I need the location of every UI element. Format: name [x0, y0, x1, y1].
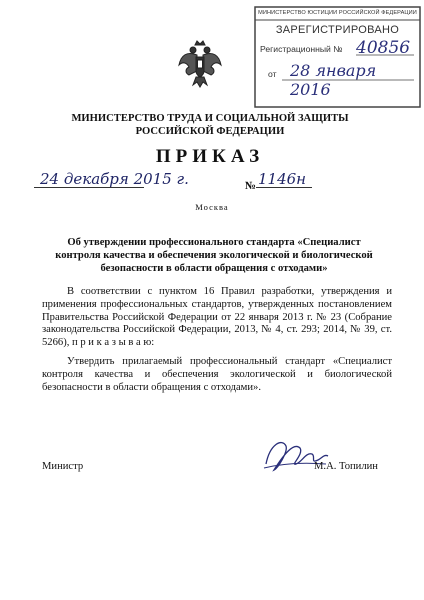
order-number: 1146н [258, 170, 307, 188]
stamp-ministry-name: МИНИСТЕРСТВО ЮСТИЦИИ РОССИЙСКОЙ ФЕДЕРАЦИИ [258, 10, 417, 16]
signer-post: Министр [42, 461, 84, 472]
ministry-title: МИНИСТЕРСТВО ТРУДА И СОЦИАЛЬНОЙ ЗАЩИТЫ РОССИЙСКОЙ ФЕДЕРАЦИИ [71, 113, 349, 137]
city: Москва [195, 202, 229, 212]
stamp-registered-label: ЗАРЕГИСТРИРОВАНО [275, 24, 400, 36]
order-number-label: № [245, 180, 257, 192]
registration-stamp [254, 6, 421, 109]
stamp-date: 28 января 2016 [290, 61, 377, 99]
stamp-date-prefix: от [268, 69, 277, 79]
body-paragraph-1: В соответствии с пунктом 16 Правил разработки, утверждения и применения профессиональных стандартов, утвержденных постановлением Правительства Российской Федерации от 22 января 2013 г. № 23 (Собрание законодательства Российской Федерации, 2013, № 4, ст. 293; 2014, № 39, ст. 5266), п р и к а з ы в а ю: [42, 286, 392, 349]
stamp-reg-number: 40856 [356, 38, 411, 58]
signer-name: М.А. Топилин [314, 461, 378, 472]
stamp-reg-number-label: Регистрационный № [260, 44, 343, 54]
coat-of-arms-emblem [177, 39, 223, 91]
order-subject: Об утверждении профессионального стандарта «Специалист контроля качества и обеспечения экологической и биологической безопасности в области обращения с отходами» [55, 237, 373, 274]
document-type-title: ПРИКАЗ [155, 146, 265, 167]
body-paragraph-2: Утвердить прилагаемый профессиональный стандарт «Специалист контроля качества и обеспечения экологической и биологической безопасности в области обращения с отходами». [42, 356, 392, 393]
number-underline [256, 187, 312, 188]
order-date: 24 декабря 2015 г. [40, 170, 189, 188]
date-underline [34, 187, 144, 188]
